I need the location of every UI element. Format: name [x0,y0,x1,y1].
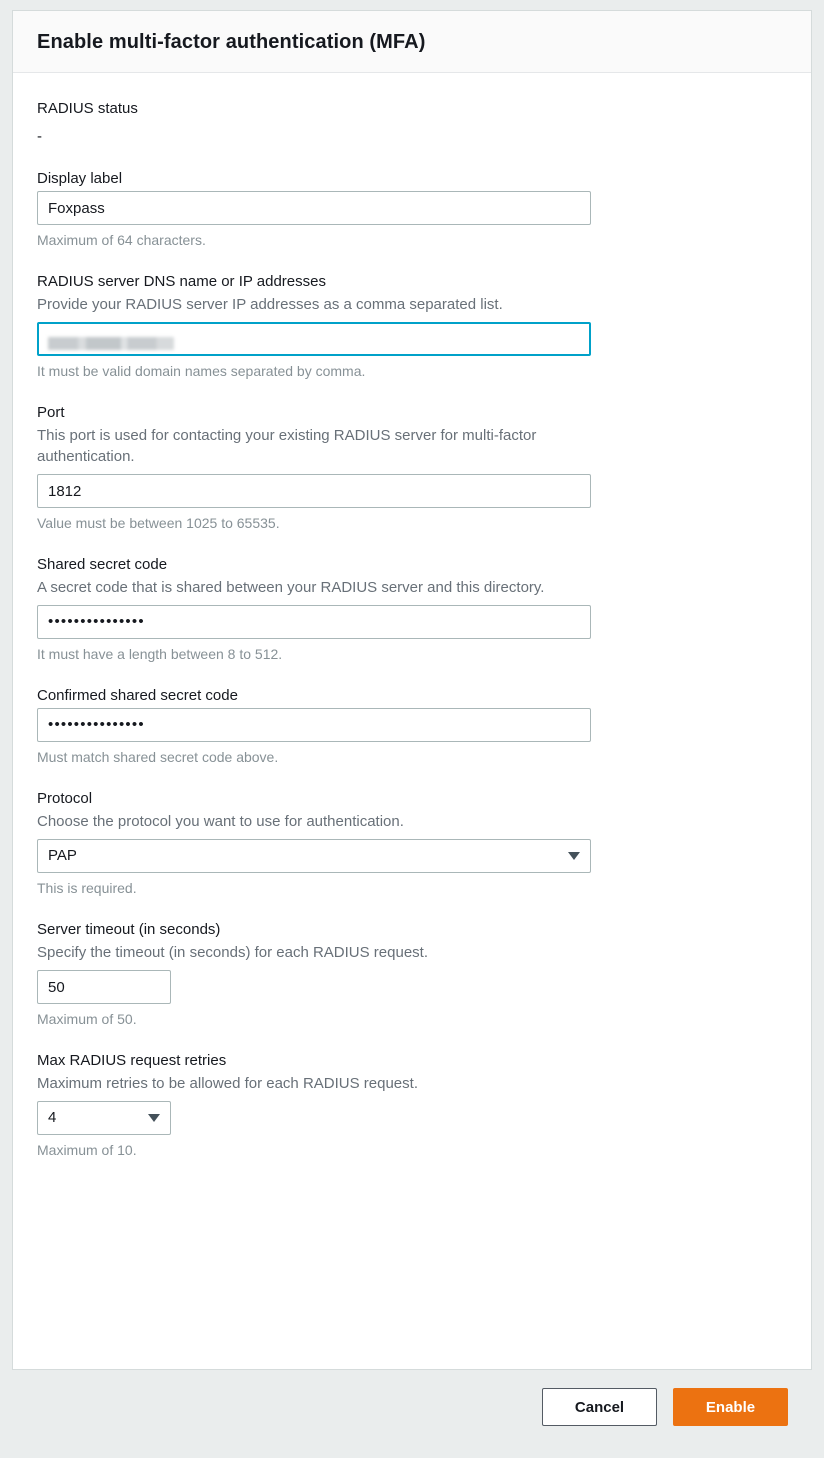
confirm-shared-secret-input[interactable] [37,708,591,742]
field-protocol [37,789,787,898]
radius-server-description: Provide your RADIUS server IP addresses as a comma separated list. [37,296,503,313]
page-title: Enable multi-factor authentication (MFA) [37,31,426,53]
radius-server-hint: It must be valid domain names separated by comma. [37,363,366,379]
dialog-body [13,73,811,1369]
server-timeout-hint: Maximum of 50. [37,1011,137,1027]
max-retries-label: Max RADIUS request retries [37,1052,227,1069]
server-timeout-description: Specify the timeout (in seconds) for each RADIUS request. [37,944,429,961]
enable-button[interactable]: Enable [673,1388,788,1426]
protocol-label: Protocol [37,790,93,807]
cancel-button[interactable]: Cancel [542,1388,657,1426]
server-timeout-label: Server timeout (in seconds) [37,921,221,938]
shared-secret-value: ••••••••••••••• [48,613,145,630]
max-retries-select[interactable]: 4 [37,1101,171,1135]
max-retries-description: Maximum retries to be allowed for each RADIUS request. [37,1075,418,1092]
protocol-hint: This is required. [37,880,137,896]
port-input[interactable] [37,474,591,508]
protocol-select[interactable]: PAP [37,839,591,873]
confirm-shared-secret-hint: Must match shared secret code above. [37,749,279,765]
dialog-footer [12,1370,812,1444]
field-port [37,403,787,533]
field-radius-server [37,272,787,381]
field-shared-secret [37,555,787,664]
radius-status-value: - [37,128,42,145]
shared-secret-input[interactable] [37,605,591,639]
confirm-shared-secret-value: ••••••••••••••• [48,716,145,733]
shared-secret-label: Shared secret code [37,556,168,573]
port-hint: Value must be between 1025 to 65535. [37,515,280,531]
confirm-shared-secret-label: Confirmed shared secret code [37,687,238,704]
max-retries-select-wrapper [37,1101,171,1135]
field-confirm-shared-secret [37,686,787,767]
redacted-value [48,337,174,350]
max-retries-hint: Maximum of 10. [37,1142,137,1158]
display-label-input[interactable] [37,191,591,225]
dialog-header [13,11,811,73]
radius-server-input[interactable] [37,322,591,356]
field-server-timeout [37,920,787,1029]
server-timeout-input[interactable] [37,970,171,1004]
mfa-dialog [12,10,812,1370]
port-description: This port is used for contacting your existing RADIUS server for multi-factor authentication. [37,427,537,465]
display-label-label: Display label [37,170,123,187]
radius-status-label: RADIUS status [37,100,138,117]
protocol-description: Choose the protocol you want to use for authentication. [37,813,404,830]
field-radius-status [37,99,787,147]
radius-server-label: RADIUS server DNS name or IP addresses [37,273,326,290]
field-display-label [37,169,787,250]
shared-secret-hint: It must have a length between 8 to 512. [37,646,283,662]
field-max-retries [37,1051,787,1160]
protocol-select-wrapper [37,839,591,873]
shared-secret-description: A secret code that is shared between your RADIUS server and this directory. [37,579,545,596]
display-label-hint: Maximum of 64 characters. [37,232,206,248]
port-label: Port [37,404,65,421]
